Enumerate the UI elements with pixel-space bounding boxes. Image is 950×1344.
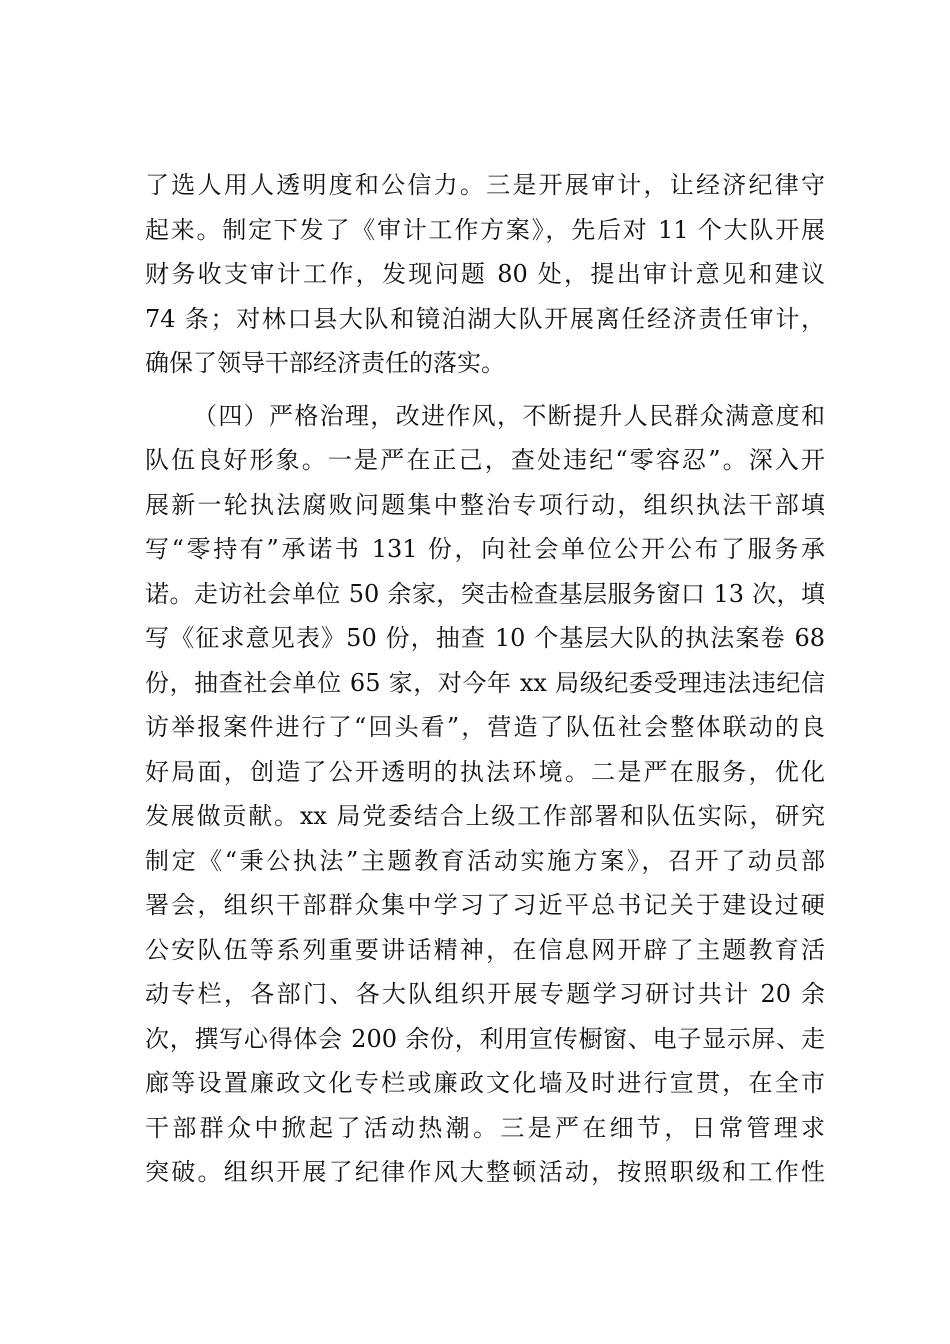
document-body: [145, 163, 825, 1195]
paragraph-governance: [145, 394, 825, 1195]
text-line: 突破。组织开展了纪律作风大整顿活动，按照职级和工作性: [145, 1158, 825, 1186]
text-line: 队伍良好形象。一是严在正己，查处违纪“零容忍”。深入开: [145, 446, 825, 474]
text-line: 动专栏，各部门、各大队组织开展专题学习研讨共计 20 余: [145, 980, 825, 1008]
text-line: 确保了领导干部经济责任的落实。: [145, 349, 505, 377]
text-line: 好局面，创造了公开透明的执法环境。二是严在服务，优化: [145, 757, 825, 786]
text-line: 写《征求意见表》50 份，抽查 10 个基层大队的执法案卷 68: [145, 624, 825, 652]
paragraph-audit: [145, 163, 825, 386]
text-line: 74 条；对林口县大队和镜泊湖大队开展离任经济责任审计，: [145, 304, 825, 333]
text-line: 诺。走访社会单位 50 余家，突击检查基层服务窗口 13 次，填: [145, 579, 825, 608]
text-line: 起来。制定下发了《审计工作方案》，先后对 11 个大队开展: [145, 215, 825, 244]
text-line: 财务收支审计工作，发现问题 80 处，提出审计意见和建议: [145, 260, 825, 288]
text-line: 次，撰写心得体会 200 余份，利用宣传橱窗、电子显示屏、走: [145, 1024, 825, 1053]
paragraph-gap: [145, 386, 825, 394]
text-line: 制定《“秉公执法”主题教育活动实施方案》，召开了动员部: [145, 846, 825, 875]
text-line: 访举报案件进行了“回头看”，营造了队伍社会整体联动的良: [145, 713, 825, 741]
text-line: 发展做贡献。xx 局党委结合上级工作部署和队伍实际，研究: [145, 802, 825, 830]
text-line: 廊等设置廉政文化专栏或廉政文化墙及时进行宣贯，在全市: [145, 1069, 825, 1097]
text-line: 署会，组织干部群众集中学习了习近平总书记关于建设过硬: [145, 891, 825, 919]
text-line: 写“零持有”承诺书 131 份，向社会单位公开公布了服务承: [145, 535, 825, 563]
text-line: 了选人用人透明度和公信力。三是开展审计，让经济纪律守: [145, 171, 825, 199]
text-line: 展新一轮执法腐败问题集中整治专项行动，组织执法干部填: [145, 490, 825, 519]
text-line: 公安队伍等系列重要讲话精神，在信息网开辟了主题教育活: [145, 935, 825, 964]
text-line: 份，抽查社会单位 65 家，对今年 xx 局级纪委受理违法违纪信: [145, 668, 825, 697]
text-line: （四）严格治理，改进作风，不断提升人民群众满意度和: [193, 401, 825, 430]
text-line: 干部群众中掀起了活动热潮。三是严在细节，日常管理求: [145, 1113, 825, 1142]
